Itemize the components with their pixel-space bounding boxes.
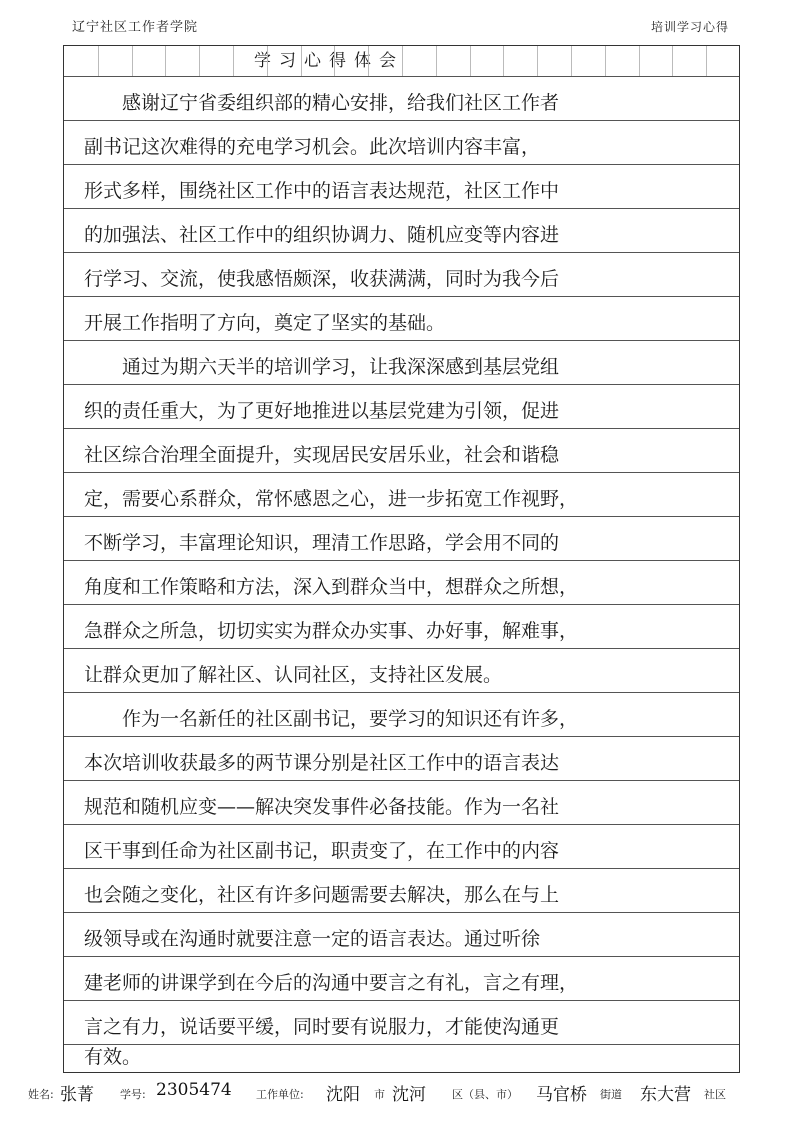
grid-column-line <box>301 46 302 76</box>
page-header <box>0 0 799 40</box>
district-value: 沈河 <box>392 1085 426 1105</box>
essay-line: 区干事到任命为社区副书记，职责变了，在工作中的内容 <box>84 840 560 862</box>
street-suffix: 街道 <box>600 1088 622 1101</box>
district-suffix: 区（县、市） <box>452 1088 518 1101</box>
essay-line: 急群众之所急，切切实实为群众办实事、办好事，解难事， <box>84 620 579 642</box>
ruled-line <box>64 780 739 781</box>
essay-line: 不断学习，丰富理论知识，理清工作思路，学会用不同的 <box>84 532 560 554</box>
essay-line: 角度和工作策略和方法，深入到群众当中，想群众之所想， <box>84 576 579 598</box>
ruled-line <box>64 736 739 737</box>
grid-column-line <box>199 46 200 76</box>
ruled-line <box>64 560 739 561</box>
essay-line: 定，需要心系群众，常怀感恩之心，进一步拓宽工作视野， <box>84 488 579 510</box>
name-value: 张菁 <box>60 1085 94 1105</box>
ruled-line <box>64 472 739 473</box>
ruled-line <box>64 1044 739 1045</box>
essay-line: 感谢辽宁省委组织部的精心安排，给我们社区工作者 <box>122 92 560 114</box>
essay-line: 也会随之变化，社区有许多问题需要去解决，那么在与上 <box>84 884 560 906</box>
essay-line: 开展工作指明了方向，奠定了坚实的基础。 <box>84 312 446 334</box>
ruled-line <box>64 340 739 341</box>
ruled-line <box>64 824 739 825</box>
essay-line: 让群众更加了解社区、认同社区，支持社区发展。 <box>84 664 503 686</box>
essay-line: 级领导或在沟通时就要注意一定的语言表达。通过听徐 <box>84 928 541 950</box>
essay-line: 建老师的讲课学到在今后的沟通中要言之有礼，言之有理， <box>84 972 579 994</box>
ruled-line <box>64 912 739 913</box>
essay-line: 通过为期六天半的培训学习，让我深深感到基层党组 <box>122 356 560 378</box>
essay-line: 行学习、交流，使我感悟颇深，收获满满，同时为我今后 <box>84 268 560 290</box>
grid-column-line <box>470 46 471 76</box>
ruled-line <box>64 208 739 209</box>
city-suffix: 市 <box>374 1088 385 1101</box>
grid-column-line <box>233 46 234 76</box>
essay-line: 社区综合治理全面提升，实现居民安居乐业，社会和谐稳 <box>84 444 560 466</box>
community-value: 东大营 <box>640 1085 691 1105</box>
grid-column-line <box>436 46 437 76</box>
institution-name: 辽宁社区工作者学院 <box>72 20 199 35</box>
essay-line: 本次培训收获最多的两节课分别是社区工作中的语言表达 <box>84 752 560 774</box>
ruled-line <box>64 692 739 693</box>
ruled-line <box>64 296 739 297</box>
lined-paper-sheet <box>63 45 740 1073</box>
ruled-line <box>64 428 739 429</box>
grid-column-line <box>537 46 538 76</box>
essay-title: 学习心得体会 <box>254 51 404 71</box>
document-type: 培训学习心得 <box>650 20 729 34</box>
ruled-line <box>64 252 739 253</box>
essay-line: 作为一名新任的社区副书记，要学习的知识还有许多， <box>122 708 579 730</box>
grid-column-line <box>368 46 369 76</box>
grid-column-line <box>267 46 268 76</box>
essay-line: 形式多样，围绕社区工作中的语言表达规范，社区工作中 <box>84 180 560 202</box>
ruled-line <box>64 516 739 517</box>
ruled-line <box>64 76 739 77</box>
ruled-line <box>64 604 739 605</box>
grid-column-line <box>98 46 99 76</box>
grid-column-line <box>165 46 166 76</box>
ruled-line <box>64 956 739 957</box>
ruled-line <box>64 1000 739 1001</box>
essay-line: 的加强法、社区工作中的组织协调力、随机应变等内容进 <box>84 224 560 246</box>
essay-line: 言之有力，说话要平缓，同时要有说服力，才能使沟通更 <box>84 1016 560 1038</box>
student-id-label: 学号: <box>120 1088 146 1101</box>
name-label: 姓名: <box>28 1088 54 1101</box>
grid-column-line <box>334 46 335 76</box>
community-suffix: 社区 <box>704 1088 726 1101</box>
grid-column-line <box>706 46 707 76</box>
ruled-line <box>64 384 739 385</box>
student-id-value: 2305474 <box>156 1080 232 1100</box>
essay-line: 副书记这次难得的充电学习机会。此次培训内容丰富， <box>84 136 541 158</box>
essay-line: 有效。 <box>84 1046 142 1068</box>
student-info-footer <box>28 1078 788 1106</box>
street-value: 马官桥 <box>536 1085 587 1105</box>
grid-column-line <box>672 46 673 76</box>
grid-column-line <box>605 46 606 76</box>
ruled-line <box>64 120 739 121</box>
ruled-line <box>64 164 739 165</box>
city-value: 沈阳 <box>326 1085 360 1105</box>
essay-line: 织的责任重大，为了更好地推进以基层党建为引领，促进 <box>84 400 560 422</box>
grid-column-line <box>402 46 403 76</box>
grid-column-line <box>571 46 572 76</box>
grid-column-line <box>132 46 133 76</box>
grid-column-line <box>639 46 640 76</box>
work-unit-label: 工作单位: <box>256 1088 304 1101</box>
essay-line: 规范和随机应变——解决突发事件必备技能。作为一名社 <box>84 796 560 818</box>
ruled-line <box>64 868 739 869</box>
grid-column-line <box>503 46 504 76</box>
ruled-line <box>64 648 739 649</box>
